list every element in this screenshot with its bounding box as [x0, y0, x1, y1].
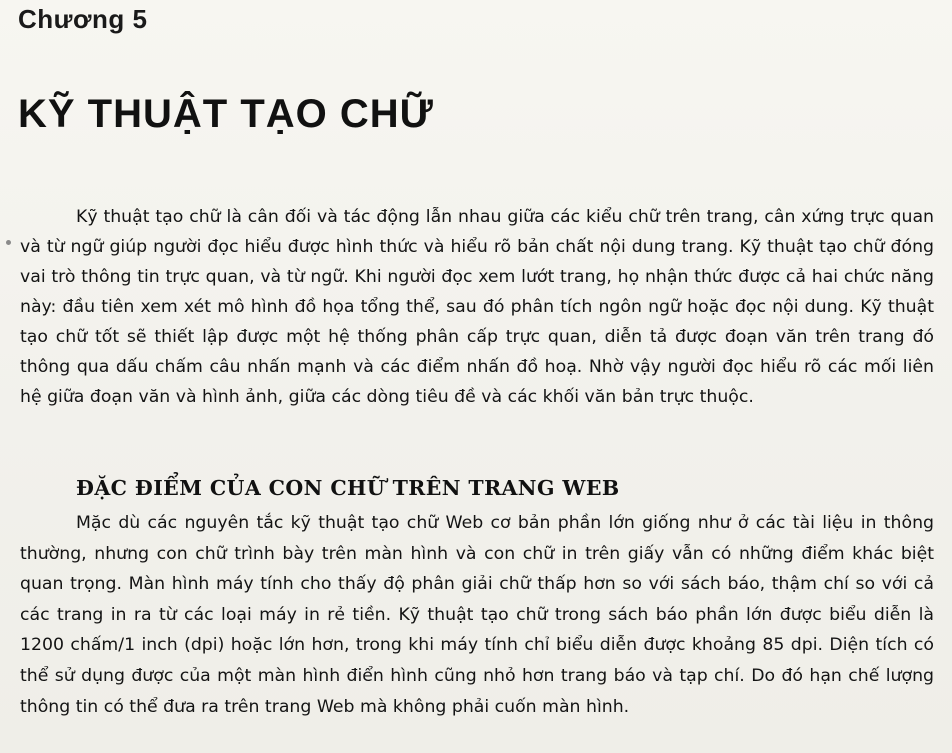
section-heading: ĐẶC ĐIỂM CỦA CON CHỮ TRÊN TRANG WEB — [76, 476, 620, 500]
chapter-label: Chương 5 — [18, 4, 148, 34]
intro-paragraph: Kỹ thuật tạo chữ là cân đối và tác động lẫn nhau giữa các kiểu chữ trên trang, cân xứng trực quan và từ ngữ giúp người đọc hiểu được hình thức và hiểu rõ bản chất nội dung trang. Kỹ thuật tạo chữ đóng vai trò thông tin trực quan, và từ ngữ. Khi người đọc xem lướt trang, họ nhận thức được cả hai chức năng này: đầu tiên xem xét mô hình đồ họa tổng thể, sau đó phân tích ngôn ngữ hoặc đọc nội dung. Kỹ thuật tạo chữ tốt sẽ thiết lập được một hệ thống phân cấp trực quan, diễn tả được đoạn văn trên trang đó thông qua dấu chấm câu nhấn mạnh và các điểm nhấn đồ hoạ. Nhờ vậy người đọc hiểu rõ các mối liên hệ giữa đoạn văn và hình ảnh, giữa các dòng tiêu đề và các khối văn bản trực thuộc. — [20, 207, 934, 407]
margin-speck — [6, 240, 11, 245]
chapter-title: KỸ THUẬT TẠO CHỮ — [18, 92, 434, 136]
section-paragraph: Mặc dù các nguyên tắc kỹ thuật tạo chữ Web cơ bản phần lớn giống như ở các tài liệu in thông thường, nhưng con chữ trình bày trên màn hình và con chữ in trên giấy vẫn có những điểm khác biệt quan trọng. Màn hình máy tính cho thấy độ phân giải chữ thấp hơn so với sách báo, thậm chí so với cả các trang in ra từ các loại máy in rẻ tiền. Kỹ thuật tạo chữ trong sách báo phần lớn được biểu diễn là 1200 chấm/1 inch (dpi) hoặc lớn hơn, trong khi máy tính chỉ biểu diễn được khoảng 85 dpi. Diện tích có thể sử dụng được của một màn hình điển hình cũng nhỏ hơn trang báo và tạp chí. Do đó hạn chế lượng thông tin có thể đưa ra trên trang Web mà không phải cuốn màn hình. — [20, 513, 934, 717]
